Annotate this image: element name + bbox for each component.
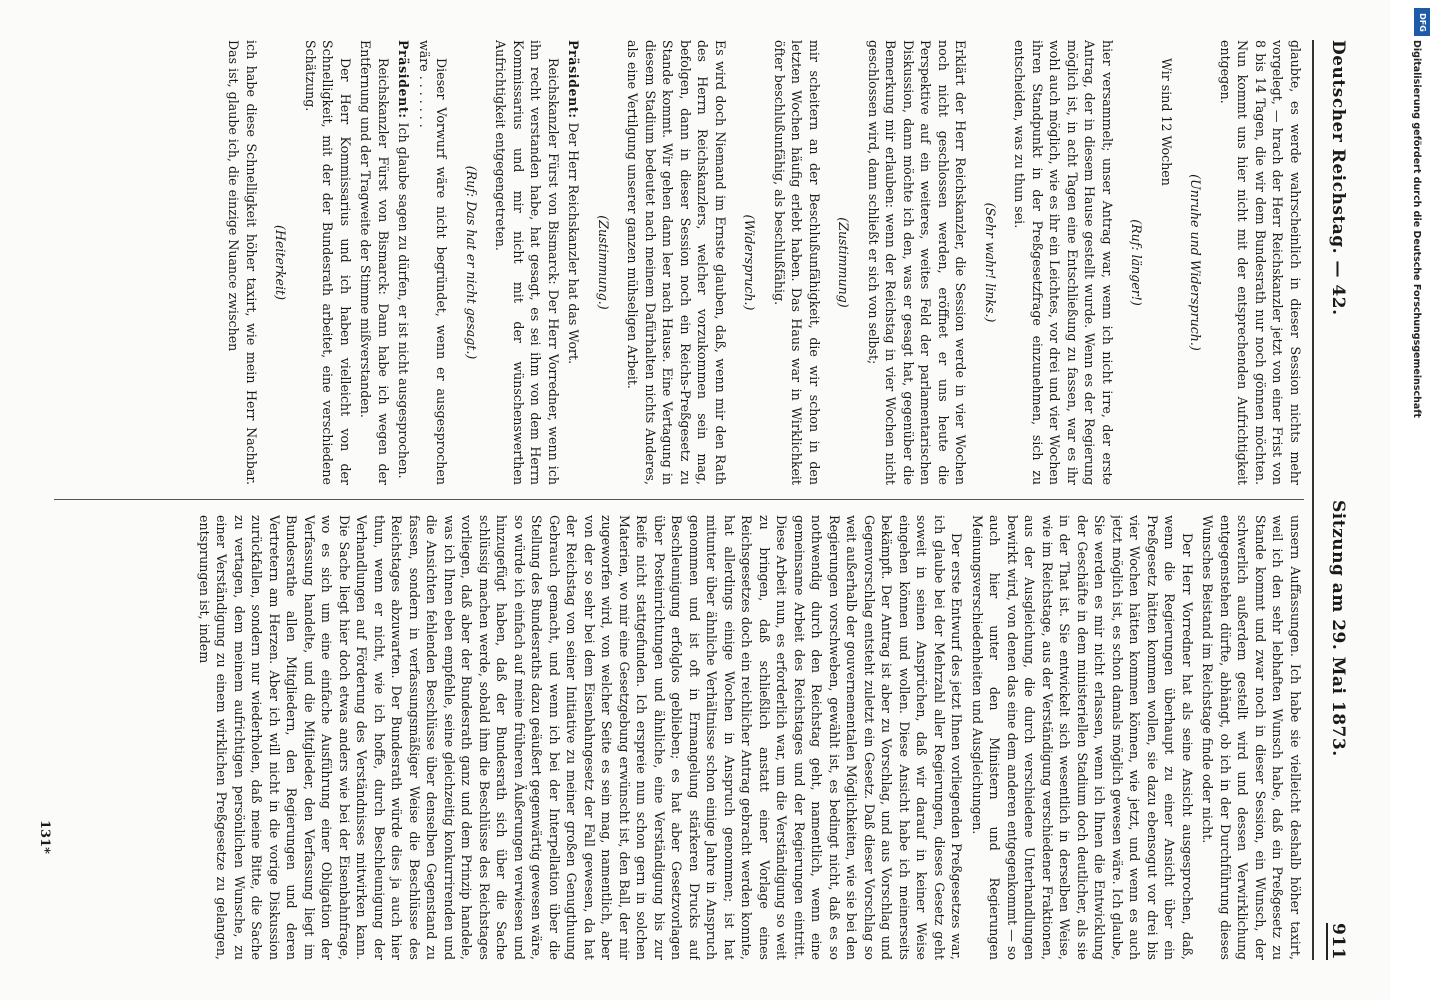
speaker-label: Präsident: [396, 40, 412, 119]
header-rule [1312, 40, 1314, 960]
paragraph-text: Dieser Vorwurf wäre nicht begründet, wenn er ausgesprochen wäre . . . . . . . [417, 40, 450, 485]
stage-direction [463, 40, 481, 485]
paragraph [1199, 515, 1304, 960]
stage-direction [982, 40, 1000, 485]
sheet-signature: 131* [37, 820, 52, 854]
paragraph [395, 40, 413, 485]
paragraph [865, 40, 970, 485]
paragraph-text: Der Herr Reichskanzler hat das Wort. [566, 122, 582, 365]
digitization-credit: Digitalisierung gefördert durch die Deutsche Forschungsgemeinschaft [1411, 40, 1422, 418]
paragraph-text: (Zustimmung) [836, 217, 852, 308]
paragraph-text: (Ruf: Das hat er nicht gesagt.) [464, 165, 479, 360]
paragraph-text: Der Herr Kommissarius und ich haben vielleicht von der Schnelligkeit, mit der der Bundesrath arbeitet, eine verschiedene Schätzung. [303, 40, 353, 485]
paragraph-text: (Zustimmung.) [596, 215, 611, 310]
paragraph-text: hier versammelt; unser Antrag war, wenn ich nicht irre, der erste Antrag, der in diesem Hause gestellt wurde. Wenn es der Regierung möglich ist, in acht Tagen eine Entschließung zu fassen, war es ihr wohl auch möglich, wie es ihr ein Leichtes, vor drei und vier Wochen ihren Standpunkt in der Preßgesetzfrage einzunehmen, sich zu entscheiden, was zu thun sei. [1012, 40, 1115, 485]
paragraph [969, 515, 1197, 960]
paragraph-text: Reichskanzler Fürst von Bismarck: Dann habe ich wegen der Entfernung und der Tragweite der Stimme mißverstanden. [358, 40, 391, 485]
paragraph-text: Wir sind 12 Wochen [1159, 58, 1174, 186]
paragraph-text: (Sehr wahr! links.) [983, 202, 998, 323]
column-divider [54, 499, 1304, 500]
left-column [34, 40, 1304, 485]
paragraph [565, 40, 583, 485]
paragraph [225, 40, 260, 485]
digitization-sidebar [1412, 0, 1432, 1000]
stage-direction [272, 40, 290, 485]
paragraph [1217, 40, 1305, 485]
dfg-logo-text: DFG [1417, 12, 1427, 32]
paragraph-text: glaubte, es werde wahrscheinlich in dieser Session nichts mehr vorgelegt, — hrach der Herr Reichskanzler jetzt von einer Frist von 8 bis 14 Tagen, die wir dem Bundesrath nur noch gönnen möchten. Nun kommt uns hier nicht mit der entsprechenden Aufrichtigkeit entgegen. [1218, 40, 1303, 485]
stage-direction [741, 40, 759, 485]
paragraph-text: (Heiterkeit) [273, 225, 289, 300]
stage-direction [1128, 40, 1146, 485]
speaker-label: Präsident: [566, 40, 582, 119]
stage-direction [595, 40, 613, 485]
right-column [34, 515, 1304, 960]
paragraph [357, 40, 392, 485]
paragraph-text: Erklärt der Herr Reichskanzler, die Session werde in vier Wochen noch nicht geschlossen werden, eröffnet er uns heute die Perspektive auf ein weiteres, weites Feld der parlamentarischen Diskussion, dann möchte ich den, was er gesagt hat, gegenüber die Bemerkung mir erlauben: wenn der Reichstag in vier Wochen nicht geschlossen wird, dann schließt er sich von selbst; [866, 40, 969, 485]
paragraph-text: Der Herr Vorredner hat als seine Ansicht ausgesprochen, daß, wenn die Regierungen überhaupt zu einer Ansicht über ein Preßgesetz hätten kommen wollen, sie dazu ebensogut vor drei bis vier Wochen hätten kommen können, wie jetzt, und wenn es auch jetzt möglich ist, es schon damals möglich gewesen wäre. Ich glaube, Sie werden es mir nicht erlassen, wenn ich Ihnen die Entwicklung der Geschäfte in dem ministeriellen Stadium doch deutlicher, als sie in der That ist. Sie entwickelt sich wesentlich in derselben Weise, wie im Reichstage, aus der Verständigung verschiedener Fraktionen, aus der Ausgleichung, die durch verschiedene Unterhandlungen bewirkt wird, von denen das eine dem anderen entgegenkommt — so auch hier unter den Ministern und Regierungen Meinungsverschiedenheiten und Ausgleichungen. [970, 515, 1195, 960]
paragraph-text: unsern Auffassungen. Ich habe sie vielleicht deshalb höher taxirt, weil ich den sehr lebhaften Wunsch habe, daß ein Preßgesetz zu Stande kommt und zwar noch in dieser Session, ein Wunsch, der schwerlich außerdem gestellt wird und dessen Verwirklichung entgegenstehen dürfte, abhängt, ob ich in der Durchführung dieses Wunsches Beistand im Reichstage finde oder nicht. [1200, 515, 1303, 960]
paragraph [492, 40, 562, 485]
header-session-date: Sitzung am 29. Mai 1873. [1328, 500, 1348, 757]
paragraph-text: (Ruf: länger!) [1129, 219, 1145, 306]
paragraph [302, 40, 355, 485]
page-number: 911 [1328, 923, 1348, 960]
header-title: Deutscher Reichstag. — 42. [1328, 40, 1348, 316]
paragraph [624, 40, 729, 485]
paragraph [196, 515, 966, 960]
paragraph [1158, 40, 1176, 485]
paragraph-text: (Widerspruch.) [742, 214, 758, 311]
paragraph-text: Es wird doch Niemand im Ernste glauben, daß, wenn mir den Rath des Herrn Reichskanzlers, welcher vorzukommen sein mag, befolgen, dann in dieser Session noch ein Reichs-Preßgesetz zu Stande kommt. Wir gehen dann leer nach Hause. Eine Vertagung in diesem Stadium bedeutet nach meinem Dafürhalten nichts Anderes, als eine Vertilgung unserer ganzen mühseligen Arbeit. [625, 40, 728, 485]
stage-direction [1187, 40, 1205, 485]
paragraph [416, 40, 451, 485]
paragraph [1011, 40, 1116, 485]
paragraph-text: Der erste Entwurf des jetzt Ihnen vorliegenden Preßgesetzes war, ich glaube bei der Mehrzahl aller Regierungen, dieses Gesetz geht soweit in seinen Ansprüchen, daß wir darauf in keiner Weise eingehen können und wollen. Diese Ansicht habe ich meinerseits bekämpft. Der Antrag ist aber zu Vorschlag, und aus Vorschlag und Gegenvorschlag entsteht zuletzt ein Gesetz. Daß dieser Vorschlag so weit außerhalb der gouvernementalen Möglichkeiten, wie sie bei den Regierungen vorschweben, gewählt ist, es bedingt nicht, daß es so nothwendig durch den Reichstag geht, namentlich, wenn eine gemeinsame Arbeit des Reichstages und der Regierungen eintritt. Diese Arbeit nun, es erforderlich war, um die Verständigung so weit zu bringen, daß schließlich anstatt einer Vorlage eines Reichsgesetzes doch ein reichlicher Antrag gebracht werden konnte, hat allerdings einige Wochen in Anspruch genommen; ist hat mitunter über ähnliche Verhältnisse schon einige Jahre in Anspruch genommen und ist oft in Ermangelung stärkeren Drucks auf Beschleunigung erfolglos geblieben; es hat aber Gesetzvorlagen über Posteinrichtungen und ähnliche, eine Verständigung bis zur Reife nicht stattgefunden. Ich erspreie nun schon gern in solchen Materien, wo mir eine Gesetzgebung erwünscht ist, den Ball, der mir zugeworfen wird, von welcher Seite es sein mag, namentlich, aber von der so sehr bei dem Eisenbahngesetz der Fall gewesen, da hat der Reichstag von seiner Initiative zu meiner großen Genugthuung Gebrauch gemacht, und wenn ich bei der Interpellation über die Stellung des Bundesraths dazu geäußert gegenwärtig gewesen wäre, so würde ich einfach auf meine früheren Äußerungen verwiesen und hinzugefügt haben, daß der Bundesrath sich über die Sache schlüssig machen werde, sobald ihm die Beschlüsse des Reichstages vorliegen, daß aber der Bundesrath ganz und dem Prinzip handele, was ich Ihnen eben empfehle, seine gleichzeitig konkurrirenden und die Ansichten fehlenden Beschlüsse über denselben Gegenstand zu fassen, sondern in verfassungsmäßiger Weise die Beschlüsse des Reichstages abzuwarten. Der Bundesrath würde dies ja auch hier thun, wenn er nicht, wie ich hoffe, durch Beschleunigung der Verhandlungen auf Förderung des Verständnisses mitwirken kann. Die Sache liegt hier doch etwas anders wie bei der Eisenbahnfrage, wo es sich um eine einfache Ausführung einer Obligation der Verfassung handelte, und die Mitglieder, den Verfassung liegt im Bundesrathe allen Mitgliedern, den Regierungen und deren Vertretern am Herzen. Aber ich will nicht in die vorige Diskussion zurückfallen, sondern nur wiederholen, daß meine Bitte, die Sache zu vertagen, dem meinem aufrichtigen persönlichen Wunsche, zu einer Verständigung zu einem wirklichen Preßgesetze zu gelangen, entsprungen ist, indem [197, 515, 965, 960]
paragraph-text: Reichskanzler Fürst von Bismarck: Der Herr Vorredner, wenn ich ihn recht verstanden habe, hat gesagt, es sei ihm von dem Herrn Kommissarius und mir nicht mit der wünschenswerthen Aufrichtigkeit entgegengetreten. [493, 40, 561, 485]
page-header [1318, 40, 1348, 960]
paragraph-text: ich habe diese Schnelligkeit höher taxirt, wie mein Herr Nachbar. Das ist, glaube ich, die einzige Nuance zwischen [226, 40, 259, 485]
stage-direction [835, 40, 853, 485]
paragraph-text: Ich glaube sagen zu dürfen, er ist nicht ausgesprochen. [396, 122, 412, 479]
paragraph-text: (Unruhe und Widerspruch.) [1188, 174, 1204, 351]
dfg-logo [1414, 8, 1430, 36]
paragraph [771, 40, 824, 485]
paragraph-text: mir scheitern an der Beschlußunfähigkeit, die wir schon in den letzten Wochen häufig erlebt haben. Das Haus war in Wirklichkeit öfter beschlußunfähig, als beschlußfähig. [772, 40, 822, 485]
